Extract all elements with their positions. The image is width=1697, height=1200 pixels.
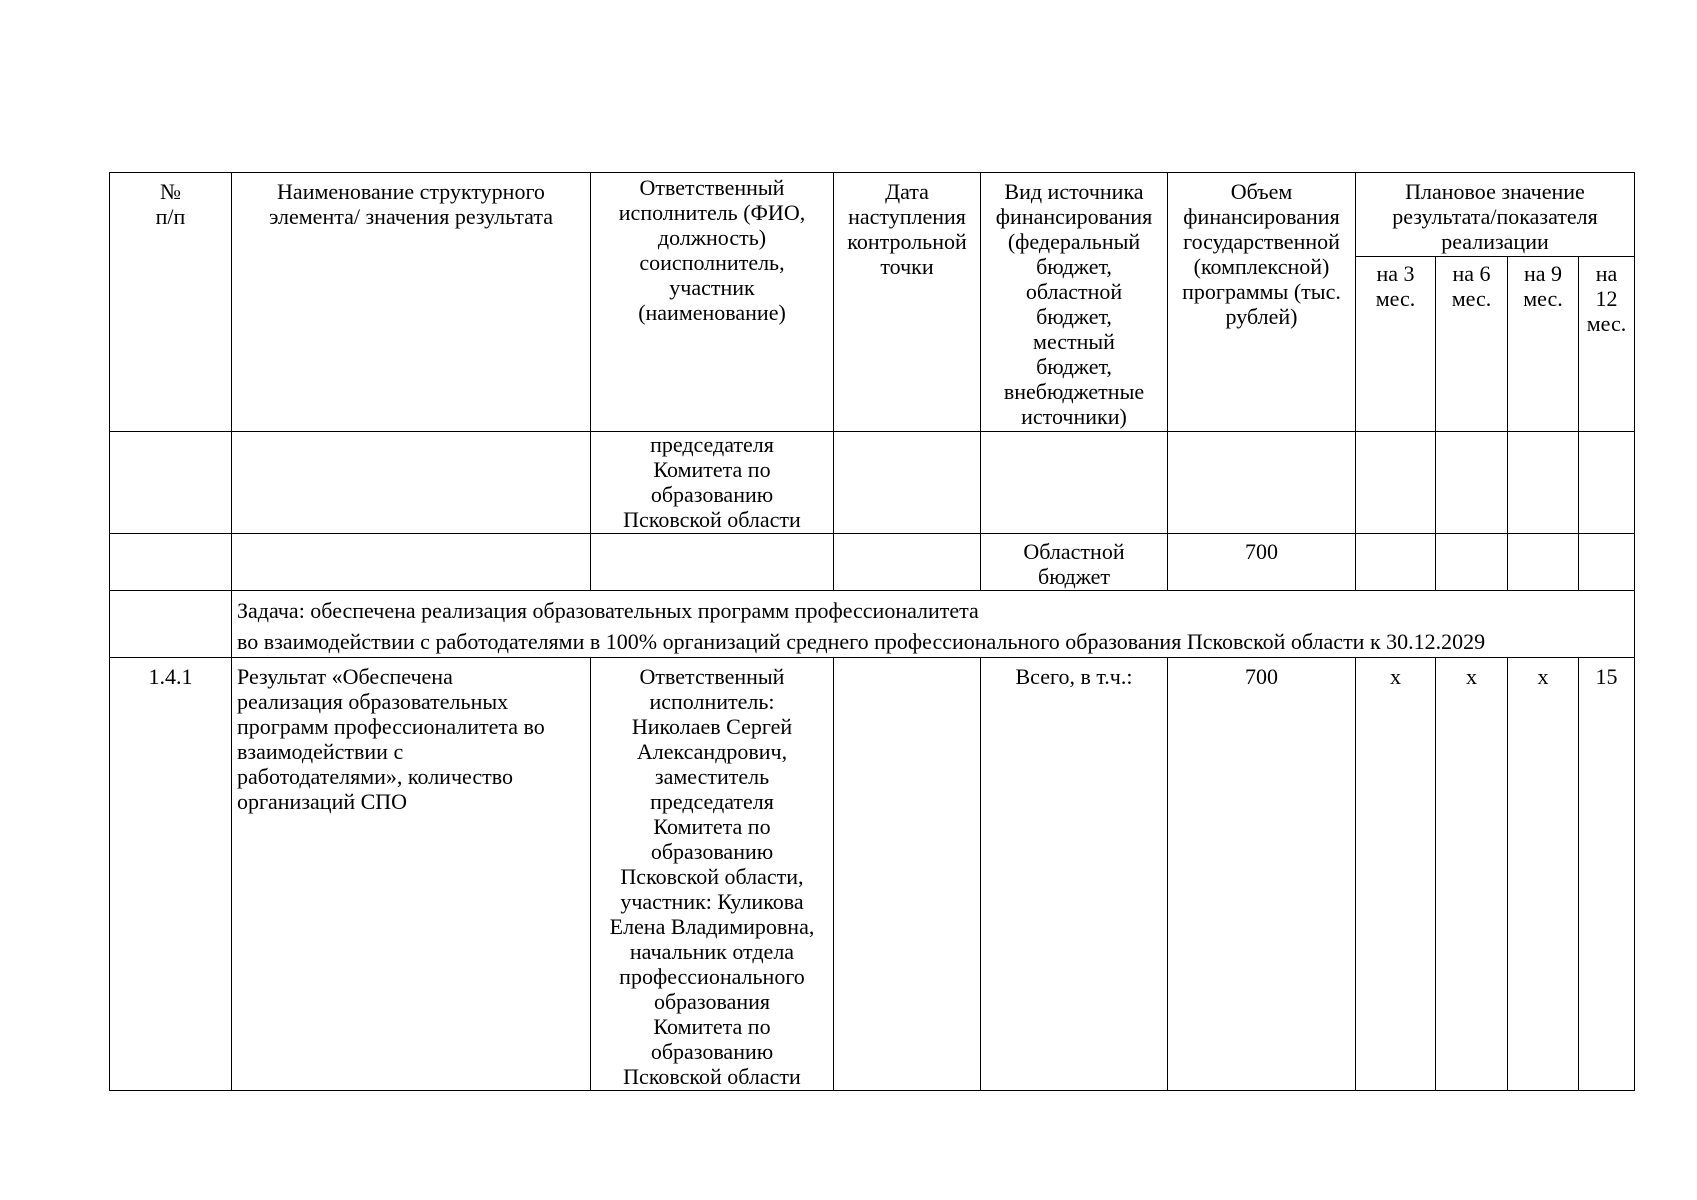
cell-empty — [1356, 534, 1436, 591]
header-row — [110, 173, 1635, 257]
cell-volume: 700 — [1168, 534, 1356, 591]
cell-empty — [1168, 432, 1356, 534]
task-line-2: во взаимодействии с работодателями в 100% организаций среднего профессионального образования Псковской области к 30.12.2029 — [237, 629, 1486, 654]
result-row — [110, 658, 1635, 1091]
header-6m: на 6 мес. — [1436, 257, 1508, 432]
program-table — [109, 172, 1635, 1091]
header-source: Вид источника финансирования (федеральный бюджет, областной бюджет, местный бюджет, внебюджетные источники) — [981, 173, 1168, 432]
cell-empty — [1508, 534, 1579, 591]
header-12m: на 12 мес. — [1579, 257, 1635, 432]
table-row — [110, 432, 1635, 534]
task-row — [110, 591, 1635, 658]
cell-empty — [110, 591, 232, 658]
header-num: № п/п — [110, 173, 232, 432]
cell-empty — [981, 432, 1168, 534]
task-cell — [232, 591, 1635, 658]
header-date: Дата наступления контрольной точки — [834, 173, 981, 432]
cell-empty — [1579, 432, 1635, 534]
cell-result-3m: х — [1356, 658, 1436, 1091]
cell-responsible: председателя Комитета по образованию Псковской области — [591, 432, 834, 534]
table-row — [110, 534, 1635, 591]
cell-empty — [834, 432, 981, 534]
cell-empty — [1436, 534, 1508, 591]
cell-source: Областной бюджет — [981, 534, 1168, 591]
cell-empty — [834, 658, 981, 1091]
task-line-1: Задача: обеспечена реализация образовательных программ профессионалитета — [237, 598, 979, 623]
cell-empty — [1508, 432, 1579, 534]
header-responsible: Ответственный исполнитель (ФИО, должность) соисполнитель, участник (наименование) — [591, 173, 834, 432]
cell-empty — [1436, 432, 1508, 534]
cell-empty — [1579, 534, 1635, 591]
cell-result-responsible: Ответственный исполнитель: Николаев Сергей Александрович, заместитель председателя Комитета по образованию Псковской области, участник: Куликова Елена Владимировна, начальник отдела профессионального образования Комитета по образованию Псковской области — [591, 658, 834, 1091]
header-9m: на 9 мес. — [1508, 257, 1579, 432]
cell-result-6m: х — [1436, 658, 1508, 1091]
cell-empty — [834, 534, 981, 591]
header-plan: Плановое значение результата/показателя реализации — [1356, 173, 1635, 257]
cell-result-source: Всего, в т.ч.: — [981, 658, 1168, 1091]
cell-result-12m: 15 — [1579, 658, 1635, 1091]
cell-result-num: 1.4.1 — [110, 658, 232, 1091]
cell-result-9m: х — [1508, 658, 1579, 1091]
header-3m: на 3 мес. — [1356, 257, 1436, 432]
cell-empty — [1356, 432, 1436, 534]
cell-empty — [232, 534, 591, 591]
cell-result-volume: 700 — [1168, 658, 1356, 1091]
cell-empty — [110, 432, 232, 534]
cell-empty — [591, 534, 834, 591]
cell-empty — [110, 534, 232, 591]
cell-empty — [232, 432, 591, 534]
cell-result-name: Результат «Обеспечена реализация образовательных программ профессионалитета во взаимодействии с работодателями», количество организаций СПО — [232, 658, 591, 1091]
header-name: Наименование структурного элемента/ значения результата — [232, 173, 591, 432]
header-volume: Объем финансирования государственной (комплексной) программы (тыс. рублей) — [1168, 173, 1356, 432]
